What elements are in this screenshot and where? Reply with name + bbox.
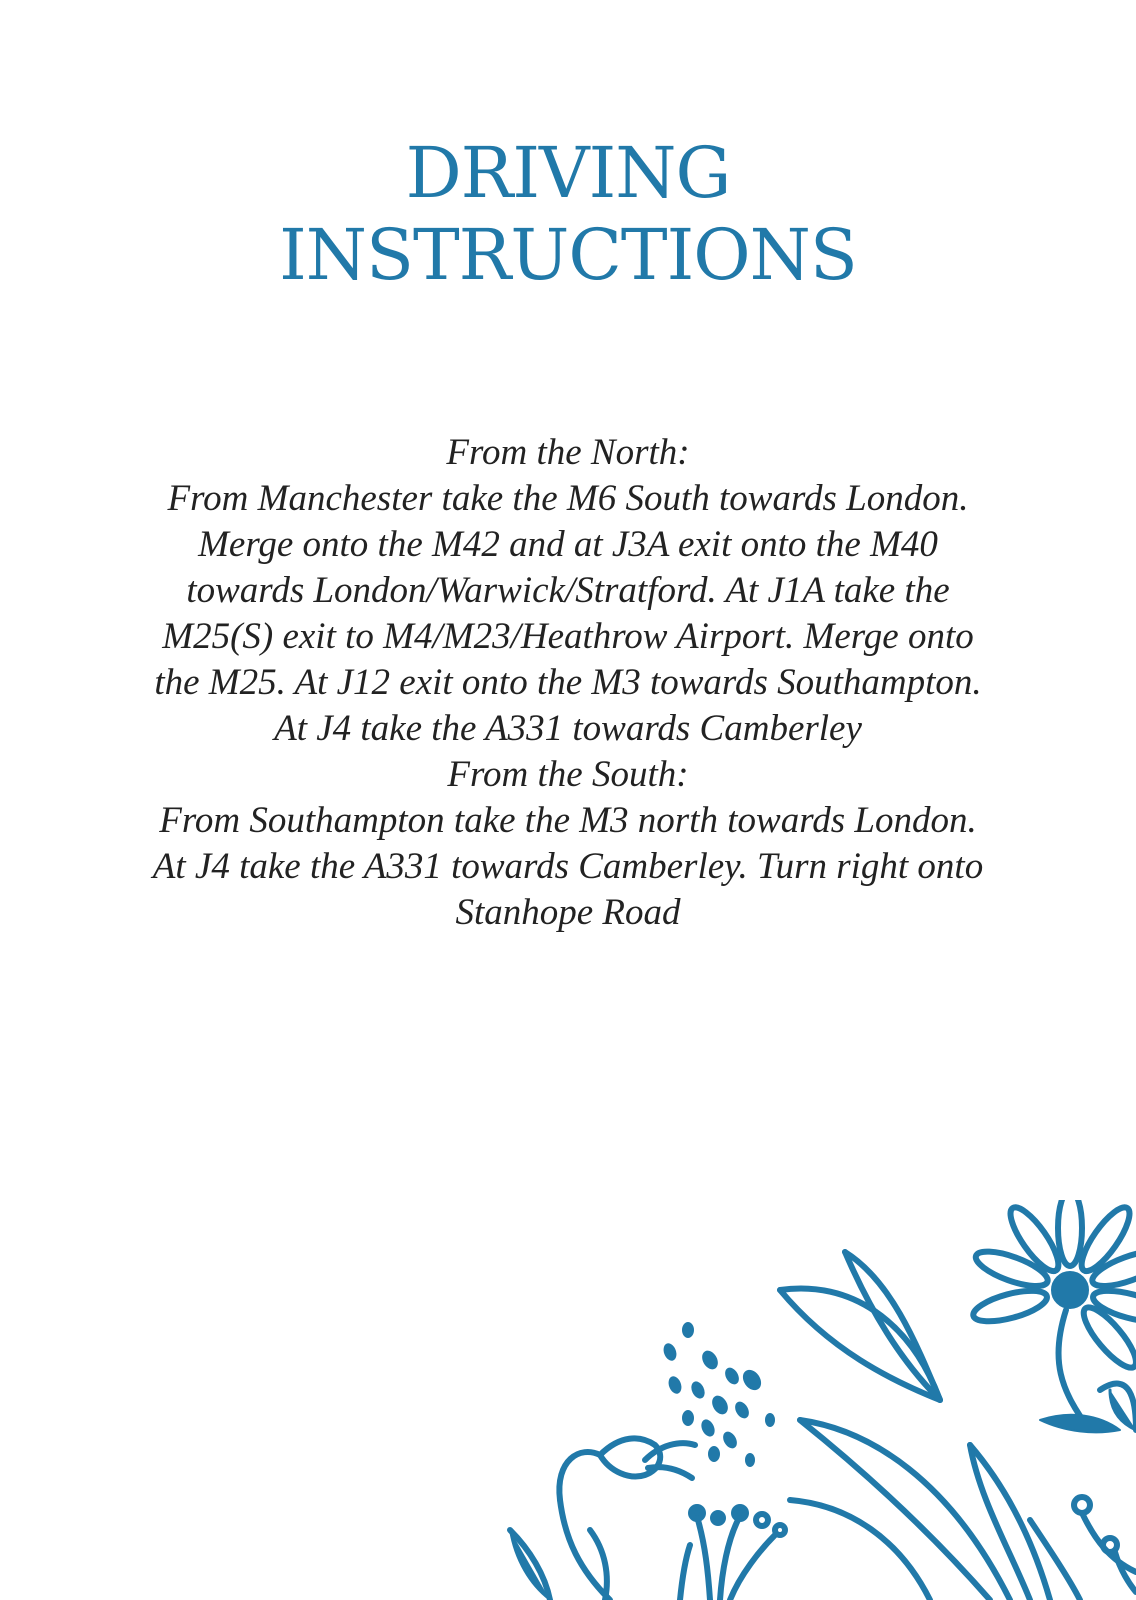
page-title bbox=[0, 132, 1136, 296]
curl-icon bbox=[1074, 1497, 1136, 1592]
north-heading: From the North: bbox=[446, 432, 690, 473]
leaf-icon bbox=[780, 1252, 940, 1400]
south-directions: From Southampton take the M3 north towards London. At J4 take the A331 towards Camberley. Turn right onto Stanhope Road bbox=[152, 800, 984, 933]
floral-corner-icon bbox=[470, 1200, 1136, 1600]
title-line-2: INSTRUCTIONS bbox=[279, 214, 857, 296]
north-directions: From Manchester take the M6 South towards London. Merge onto the M42 and at J3A exit onto the M40 towards London/Warwick/Stratford. At J1A take the M25(S) exit to M4/M23/Heathrow Airport. Merge onto the M25. At J12 exit onto the M3 towards Southampton. At J4 take the A331 towards Camberley bbox=[154, 478, 982, 749]
sprig-icon bbox=[680, 1507, 785, 1600]
daisy-flower-icon bbox=[970, 1200, 1136, 1432]
directions-body bbox=[140, 430, 996, 936]
south-heading: From the South: bbox=[447, 754, 689, 795]
title-line-1: DRIVING bbox=[405, 132, 731, 214]
fern-leaves-icon bbox=[790, 1420, 1080, 1600]
tulip-bud-icon bbox=[510, 1438, 695, 1600]
